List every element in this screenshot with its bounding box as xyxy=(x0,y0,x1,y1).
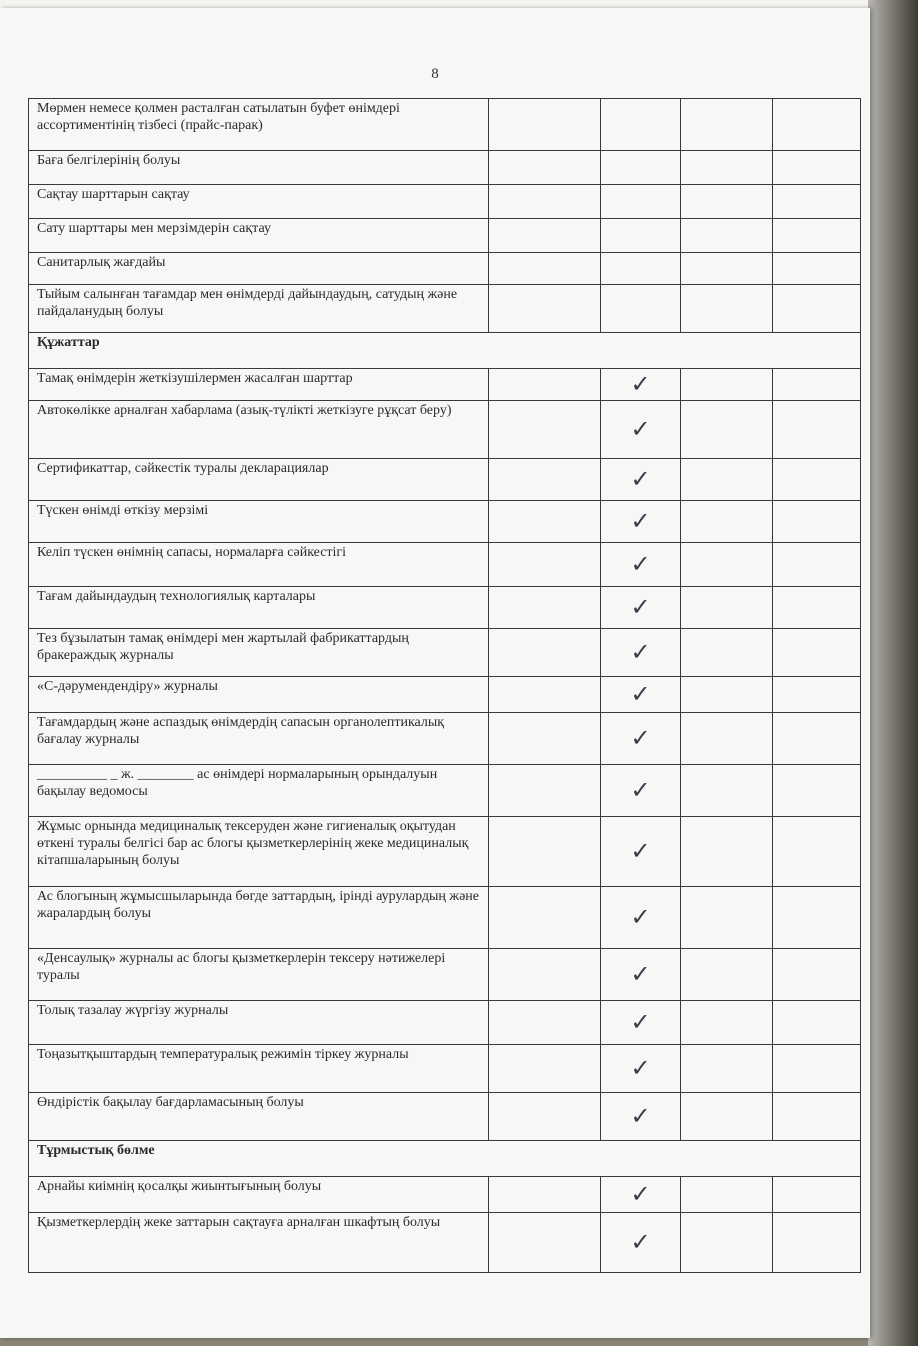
background-edge xyxy=(868,0,918,1346)
blank-cell xyxy=(773,1093,861,1141)
table-row xyxy=(29,1213,861,1273)
requirement-text: Тез бұзылатын тамақ өнімдері мен жартылай фабрикаттардың бракераждық журналы xyxy=(29,629,489,677)
table-row xyxy=(29,587,861,629)
table-row xyxy=(29,151,861,185)
checkmark-cell xyxy=(601,253,681,285)
section-heading: Құжаттар xyxy=(29,333,861,369)
blank-cell xyxy=(773,285,861,333)
table-row xyxy=(29,1177,861,1213)
blank-cell xyxy=(681,185,773,219)
requirement-text: Тағамдардың және аспаздық өнімдердің сапасын органолептикалық бағалау журналы xyxy=(29,713,489,765)
blank-cell xyxy=(489,1213,601,1273)
table-row xyxy=(29,1001,861,1045)
section-heading: Тұрмыстық бөлме xyxy=(29,1141,861,1177)
blank-cell xyxy=(773,401,861,459)
blank-cell xyxy=(681,99,773,151)
blank-cell xyxy=(681,817,773,887)
requirement-text: Баға белгілерінің болуы xyxy=(29,151,489,185)
requirement-text: Санитарлық жағдайы xyxy=(29,253,489,285)
blank-cell xyxy=(773,151,861,185)
blank-cell xyxy=(489,543,601,587)
blank-cell xyxy=(489,151,601,185)
table-row xyxy=(29,219,861,253)
blank-cell xyxy=(681,501,773,543)
table-row xyxy=(29,713,861,765)
checkmark-cell: ✓ xyxy=(601,587,681,629)
table-row xyxy=(29,501,861,543)
checkmark-cell: ✓ xyxy=(601,543,681,587)
checkmark-cell: ✓ xyxy=(601,459,681,501)
checkmark-cell: ✓ xyxy=(601,369,681,401)
blank-cell xyxy=(681,587,773,629)
table-row xyxy=(29,185,861,219)
blank-cell xyxy=(773,677,861,713)
blank-cell xyxy=(773,713,861,765)
table-row xyxy=(29,401,861,459)
blank-cell xyxy=(773,543,861,587)
blank-cell xyxy=(681,1045,773,1093)
table-row xyxy=(29,369,861,401)
requirement-text: Тоңазытқыштардың температуралық режимін тіркеу журналы xyxy=(29,1045,489,1093)
blank-cell xyxy=(489,1001,601,1045)
table-row xyxy=(29,817,861,887)
blank-cell xyxy=(773,501,861,543)
blank-cell xyxy=(681,369,773,401)
blank-cell xyxy=(489,459,601,501)
table-row xyxy=(29,765,861,817)
requirement-text: Мөрмен немесе қолмен расталған сатылатын буфет өнімдері ассортиментінің тізбесі (прайс-парак) xyxy=(29,99,489,151)
blank-cell xyxy=(773,1001,861,1045)
blank-cell xyxy=(489,949,601,1001)
blank-cell xyxy=(773,185,861,219)
blank-cell xyxy=(773,99,861,151)
blank-cell xyxy=(489,285,601,333)
table-row xyxy=(29,1045,861,1093)
blank-cell xyxy=(681,285,773,333)
blank-cell xyxy=(489,677,601,713)
blank-cell xyxy=(681,1213,773,1273)
checkmark-cell xyxy=(601,219,681,253)
inspection-checklist-table xyxy=(28,98,861,1273)
blank-cell xyxy=(773,253,861,285)
requirement-text: Сату шарттары мен мерзімдерін сақтау xyxy=(29,219,489,253)
checkmark-cell xyxy=(601,99,681,151)
blank-cell xyxy=(489,629,601,677)
checkmark-cell: ✓ xyxy=(601,1213,681,1273)
requirement-text: Сақтау шарттарын сақтау xyxy=(29,185,489,219)
table-row xyxy=(29,253,861,285)
checkmark-cell: ✓ xyxy=(601,713,681,765)
blank-cell xyxy=(489,99,601,151)
checkmark-cell: ✓ xyxy=(601,1001,681,1045)
requirement-text: Тыйым салынған тағамдар мен өнімдерді дайындаудың, сатудың және пайдаланудың болуы xyxy=(29,285,489,333)
blank-cell xyxy=(681,459,773,501)
table-row xyxy=(29,949,861,1001)
blank-cell xyxy=(489,253,601,285)
table-row xyxy=(29,543,861,587)
requirement-text: __________ _ ж. ________ ас өнімдері нормаларының орындалуын бақылау ведомосы xyxy=(29,765,489,817)
checkmark-cell: ✓ xyxy=(601,765,681,817)
blank-cell xyxy=(681,949,773,1001)
requirement-text: Ас блогының жұмысшыларында бөгде заттардың, ірінді аурулардың және жаралардың болуы xyxy=(29,887,489,949)
table-row xyxy=(29,677,861,713)
blank-cell xyxy=(773,1213,861,1273)
blank-cell xyxy=(773,629,861,677)
blank-cell xyxy=(681,629,773,677)
table-row xyxy=(29,887,861,949)
blank-cell xyxy=(773,1045,861,1093)
blank-cell xyxy=(681,887,773,949)
checkmark-cell: ✓ xyxy=(601,1093,681,1141)
blank-cell xyxy=(489,887,601,949)
blank-cell xyxy=(773,949,861,1001)
table-row xyxy=(29,629,861,677)
table-row xyxy=(29,1093,861,1141)
blank-cell xyxy=(489,817,601,887)
blank-cell xyxy=(773,587,861,629)
blank-cell xyxy=(681,1001,773,1045)
checkmark-cell: ✓ xyxy=(601,401,681,459)
requirement-text: «Денсаулық» журналы ас блогы қызметкерлерін тексеру нәтижелері туралы xyxy=(29,949,489,1001)
blank-cell xyxy=(773,369,861,401)
checkmark-cell xyxy=(601,151,681,185)
blank-cell xyxy=(489,401,601,459)
blank-cell xyxy=(681,543,773,587)
blank-cell xyxy=(681,253,773,285)
table-row xyxy=(29,459,861,501)
blank-cell xyxy=(489,1093,601,1141)
section-row xyxy=(29,333,861,369)
requirement-text: Жұмыс орнында медициналық тексеруден және гигиеналық оқытудан өткені туралы белгісі бар ас блогы қызметкерлерінің жеке медициналық кітапшаларының болуы xyxy=(29,817,489,887)
blank-cell xyxy=(681,713,773,765)
checkmark-cell: ✓ xyxy=(601,501,681,543)
checkmark-cell: ✓ xyxy=(601,887,681,949)
blank-cell xyxy=(489,1177,601,1213)
blank-cell xyxy=(681,151,773,185)
requirement-text: Келіп түскен өнімнің сапасы, нормаларға сәйкестігі xyxy=(29,543,489,587)
blank-cell xyxy=(773,765,861,817)
page-number: 8 xyxy=(431,66,439,82)
checkmark-cell: ✓ xyxy=(601,677,681,713)
requirement-text: Арнайы киімнің қосалқы жиынтығының болуы xyxy=(29,1177,489,1213)
blank-cell xyxy=(681,765,773,817)
blank-cell xyxy=(773,1177,861,1213)
requirement-text: Автокөлікке арналған хабарлама (азық-түлікті жеткізуге рұқсат беру) xyxy=(29,401,489,459)
checkmark-cell: ✓ xyxy=(601,1045,681,1093)
requirement-text: Толық тазалау жүргізу журналы xyxy=(29,1001,489,1045)
requirement-text: Өндірістік бақылау бағдарламасының болуы xyxy=(29,1093,489,1141)
blank-cell xyxy=(681,1177,773,1213)
requirement-text: Тамақ өнімдерін жеткізушілермен жасалған шарттар xyxy=(29,369,489,401)
blank-cell xyxy=(773,887,861,949)
requirement-text: Қызметкерлердің жеке заттарын сақтауға арналған шкафтың болуы xyxy=(29,1213,489,1273)
checkmark-cell xyxy=(601,185,681,219)
blank-cell xyxy=(489,219,601,253)
checkmark-cell: ✓ xyxy=(601,1177,681,1213)
requirement-text: Сертификаттар, сәйкестік туралы декларациялар xyxy=(29,459,489,501)
checkmark-cell: ✓ xyxy=(601,949,681,1001)
blank-cell xyxy=(773,817,861,887)
requirement-text: Түскен өнімді өткізу мерзімі xyxy=(29,501,489,543)
blank-cell xyxy=(489,765,601,817)
section-row xyxy=(29,1141,861,1177)
table-row xyxy=(29,99,861,151)
blank-cell xyxy=(489,369,601,401)
requirement-text: Тағам дайындаудың технологиялық карталары xyxy=(29,587,489,629)
blank-cell xyxy=(681,1093,773,1141)
blank-cell xyxy=(489,713,601,765)
requirement-text: «С-дәрумендендіру» журналы xyxy=(29,677,489,713)
blank-cell xyxy=(681,401,773,459)
blank-cell xyxy=(773,459,861,501)
blank-cell xyxy=(773,219,861,253)
blank-cell xyxy=(489,1045,601,1093)
blank-cell xyxy=(489,501,601,543)
checkmark-cell xyxy=(601,285,681,333)
blank-cell xyxy=(489,587,601,629)
blank-cell xyxy=(681,677,773,713)
blank-cell xyxy=(681,219,773,253)
checkmark-cell: ✓ xyxy=(601,629,681,677)
table-row xyxy=(29,285,861,333)
checkmark-cell: ✓ xyxy=(601,817,681,887)
blank-cell xyxy=(489,185,601,219)
